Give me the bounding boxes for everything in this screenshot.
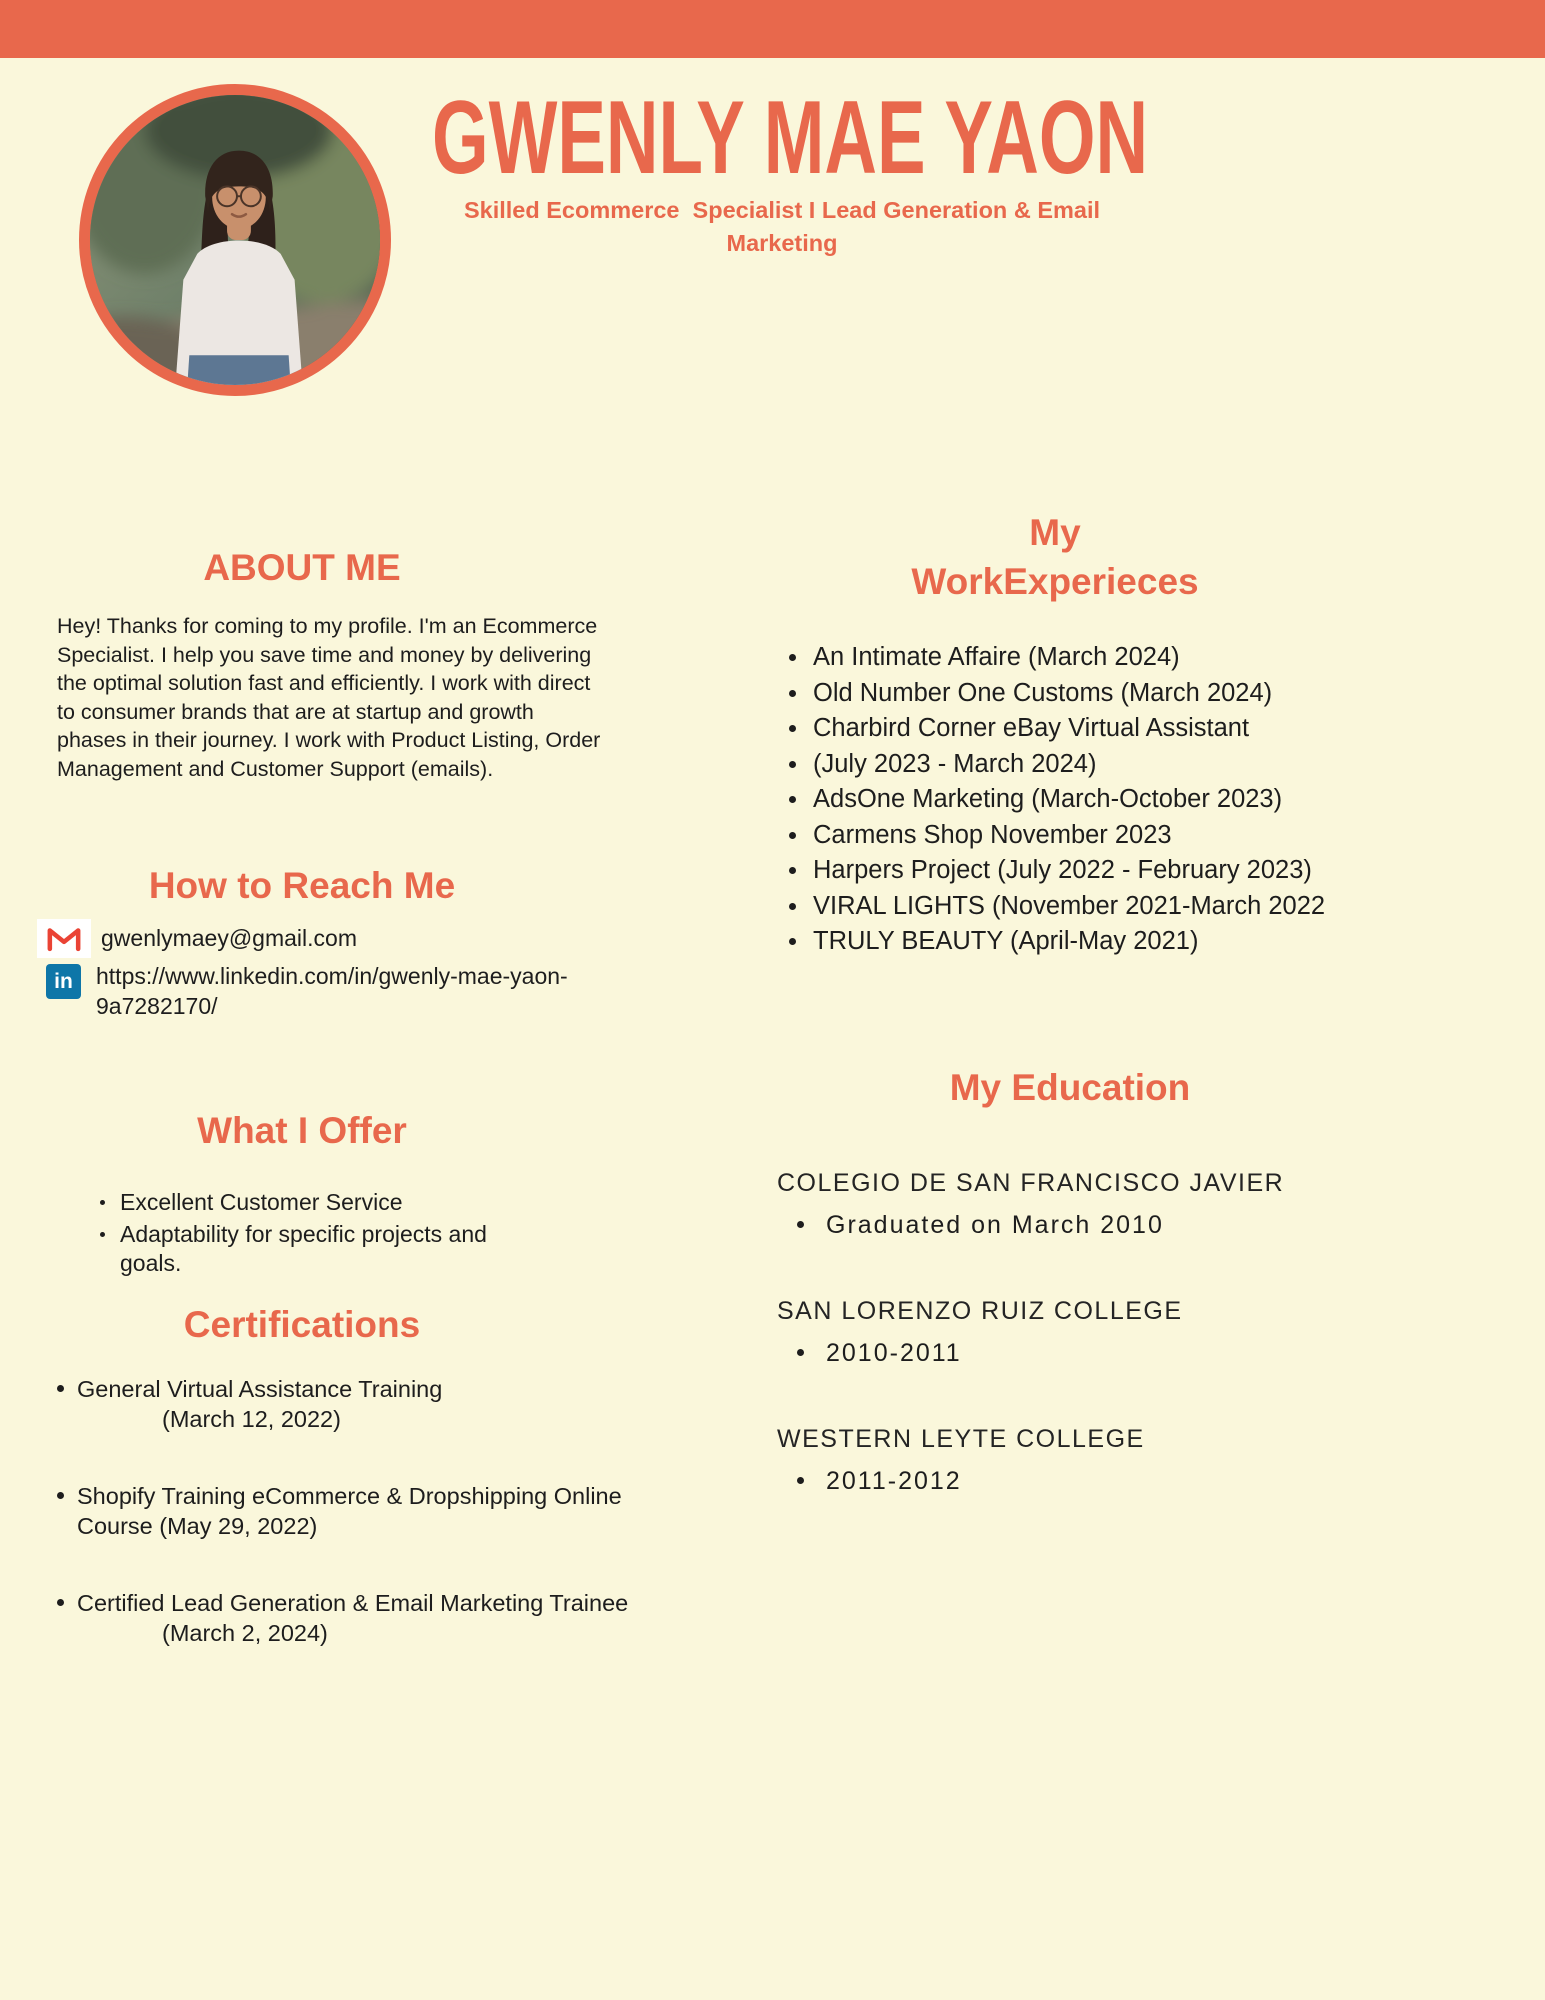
work-experience-item	[789, 818, 1325, 854]
gmail-icon	[37, 919, 91, 958]
linkedin-row[interactable]	[46, 961, 568, 1021]
certifications-list	[57, 1374, 628, 1695]
offer-item-text: Excellent Customer Service	[120, 1189, 403, 1215]
certification-date-line: (March 2, 2024)	[162, 1620, 328, 1646]
about-body	[57, 612, 600, 784]
certification-date-line: (March 12, 2022)	[162, 1406, 341, 1432]
certification-title-line: Certified Lead Generation & Email Marketing Trainee	[77, 1590, 629, 1616]
work-experience-text: An Intimate Affaire (March 2024)	[813, 643, 1180, 671]
bullet-dot	[100, 1200, 105, 1205]
work-experience-text: Carmens Shop November 2023	[813, 820, 1172, 849]
bullet-dot	[57, 1385, 64, 1392]
work-experience-text: VIRAL LIGHTS (November 2021-March 2022	[813, 891, 1326, 920]
about-text-line: Management and Customer Support (emails).	[57, 756, 494, 781]
bullet-dot	[57, 1599, 64, 1606]
offer-item	[100, 1188, 500, 1217]
education-item	[777, 1424, 1284, 1496]
linkedin-url-line: https://www.linkedin.com/in/gwenly-mae-yaon-	[96, 963, 568, 989]
education-detail	[797, 1338, 1284, 1368]
tagline-line: Skilled Ecommerce Specialist I Lead Generation & Email	[463, 197, 1101, 223]
offer-list	[100, 1188, 500, 1281]
certification-title-line: General Virtual Assistance Training	[77, 1376, 443, 1402]
work-experience-text: (July 2023 - March 2024)	[813, 749, 1097, 778]
email-row[interactable]	[37, 919, 357, 958]
work-experience-title	[790, 508, 1320, 606]
education-item	[777, 1296, 1284, 1368]
bullet-dot	[789, 761, 796, 768]
work-title-line1: My	[1029, 512, 1081, 553]
work-experience-item	[789, 924, 1325, 960]
work-experience-item	[789, 853, 1325, 889]
reach-title: How to Reach Me	[148, 865, 456, 906]
bullet-dot	[789, 832, 796, 839]
bullet-dot	[789, 654, 796, 661]
offer-item	[100, 1220, 500, 1278]
about-text-line: Specialist. I help you save time and money by delivering	[57, 642, 592, 667]
about-text-line: the optimal solution fast and efficiently. I work with direct	[57, 671, 591, 696]
tagline-line: Marketing	[726, 230, 838, 256]
work-experience-item	[789, 889, 1325, 925]
certification-text	[77, 1588, 628, 1648]
certification-date-line: Course (May 29, 2022)	[77, 1513, 318, 1539]
work-experience-item	[789, 676, 1325, 712]
certification-item	[57, 1374, 628, 1434]
offer-item-text: Adaptability for specific projects and goals.	[120, 1221, 487, 1276]
education-item	[777, 1168, 1284, 1240]
bullet-dot	[789, 903, 796, 910]
bullet-dot	[797, 1221, 804, 1228]
work-experience-item	[789, 782, 1325, 818]
education-detail-text: Graduated on March 2010	[826, 1211, 1164, 1239]
work-title-line2: WorkExperieces	[911, 561, 1199, 602]
education-detail	[797, 1210, 1284, 1240]
work-experience-item	[789, 711, 1325, 747]
linkedin-url-line: 9a7282170/	[96, 993, 218, 1019]
linkedin-icon: in	[46, 964, 81, 999]
bullet-dot	[789, 938, 796, 945]
certification-text	[77, 1374, 442, 1434]
profile-photo-illustration	[90, 95, 380, 385]
offer-title: What I Offer	[197, 1110, 407, 1151]
work-experience-text: Charbird Corner eBay Virtual Assistant	[813, 714, 1250, 742]
about-title: ABOUT ME	[203, 547, 401, 588]
bullet-dot	[100, 1232, 105, 1237]
work-experience-text: TRULY BEAUTY (April-May 2021)	[813, 927, 1199, 955]
work-experience-text: AdsOne Marketing (March-October 2023)	[813, 785, 1283, 813]
work-experience-item	[789, 747, 1325, 783]
work-experience-text: Harpers Project (July 2022 - February 2023)	[813, 856, 1312, 884]
gmail-m-glyph	[47, 926, 81, 952]
person-name: GWENLY MAE YAON	[432, 80, 1149, 196]
education-list	[777, 1168, 1284, 1552]
top-accent-bar	[0, 0, 1545, 58]
email-address[interactable]: gwenlymaey@gmail.com	[101, 925, 357, 951]
about-text-line: Hey! Thanks for coming to my profile. I'm an Ecommerce	[57, 614, 598, 638]
bullet-dot	[797, 1477, 804, 1484]
education-detail-text: 2010-2011	[826, 1339, 962, 1367]
bullet-dot	[789, 725, 796, 732]
education-detail-text: 2011-2012	[826, 1467, 962, 1495]
tagline	[432, 194, 1132, 260]
bullet-dot	[57, 1492, 64, 1499]
school-name: COLEGIO DE SAN FRANCISCO JAVIER	[777, 1169, 1285, 1197]
education-title: My Education	[949, 1067, 1191, 1108]
about-text-line: phases in their journey. I work with Product Listing, Order	[57, 728, 601, 753]
school-name: SAN LORENZO RUIZ COLLEGE	[777, 1297, 1183, 1325]
certification-item	[57, 1481, 628, 1541]
work-experience-item	[789, 640, 1325, 676]
bullet-dot	[789, 796, 796, 803]
school-name: WESTERN LEYTE COLLEGE	[777, 1425, 1145, 1453]
education-detail	[797, 1466, 1284, 1496]
certification-text	[77, 1481, 622, 1541]
about-text-line: to consumer brands that are at startup and growth	[57, 699, 534, 724]
certification-title-line: Shopify Training eCommerce & Dropshipping Online	[77, 1483, 622, 1509]
work-experience-text: Old Number One Customs (March 2024)	[813, 678, 1273, 707]
certification-item	[57, 1588, 628, 1648]
bullet-dot	[789, 690, 796, 697]
work-experience-list	[789, 640, 1325, 960]
bullet-dot	[789, 867, 796, 874]
linkedin-url[interactable]	[96, 961, 568, 1021]
bullet-dot	[797, 1349, 804, 1356]
profile-photo	[79, 84, 391, 396]
certifications-title: Certifications	[183, 1304, 421, 1345]
